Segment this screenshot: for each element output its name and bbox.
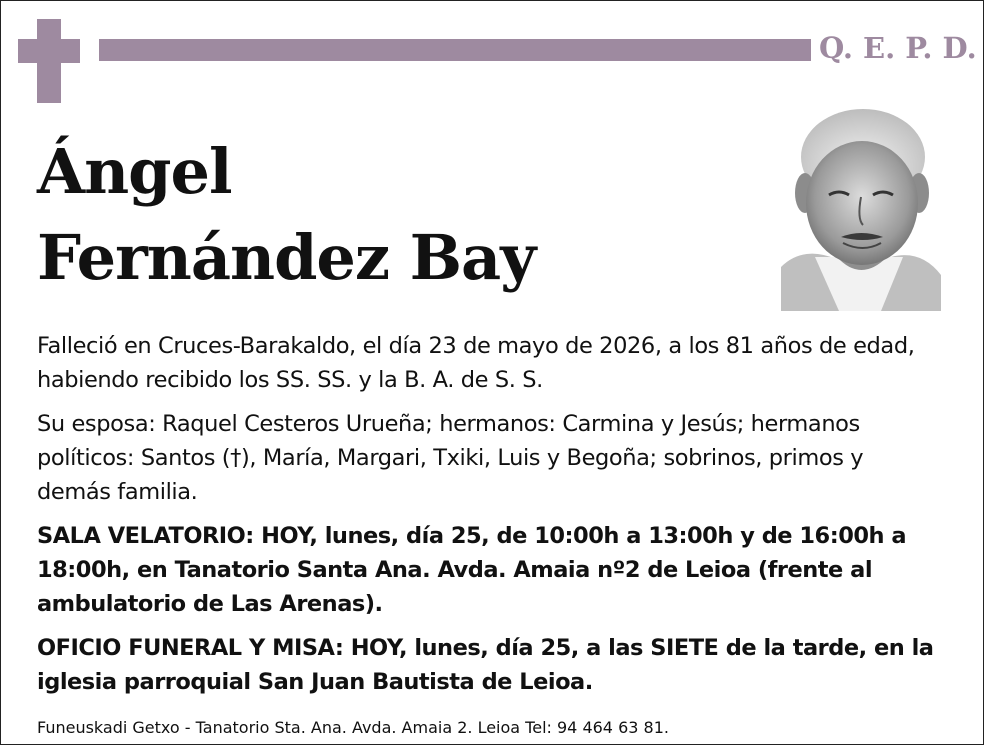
family-paragraph: Su esposa: Raquel Cesteros Urueña; hermanos: Carmina y Jesús; hermanos políticos: Santos (†), María, Margari, Txiki, Luis y Begoña; sobrinos, primos y demás familia. — [37, 411, 864, 505]
funeral-paragraph: OFICIO FUNERAL Y MISA: HOY, lunes, día 25, a las SIETE de la tarde, en la iglesia parroquial San Juan Bautista de Leioa. — [37, 635, 934, 695]
header-band — [99, 39, 811, 61]
death-notice-paragraph: Falleció en Cruces-Barakaldo, el día 23 de mayo de 2026, a los 81 años de edad, habiendo recibido los SS. SS. y la B. A. de S. S. — [37, 333, 915, 393]
deceased-name — [37, 129, 535, 301]
last-name: Fernández Bay — [37, 221, 536, 294]
portrait-photo — [781, 107, 941, 311]
funeral-home-footer: Funeuskadi Getxo - Tanatorio Sta. Ana. Avda. Amaia 2. Leioa Tel: 94 464 63 81. — [37, 718, 669, 737]
first-name: Ángel — [37, 135, 232, 208]
qepd-label: Q. E. P. D. — [819, 31, 977, 65]
obituary-body — [37, 329, 937, 709]
cross-icon-arm — [18, 39, 80, 63]
wake-paragraph: SALA VELATORIO: HOY, lunes, día 25, de 10:00h a 13:00h y de 16:00h a 18:00h, en Tanatorio Santa Ana. Avda. Amaia nº2 de Leioa (frente al ambulatorio de Las Arenas). — [37, 523, 907, 617]
